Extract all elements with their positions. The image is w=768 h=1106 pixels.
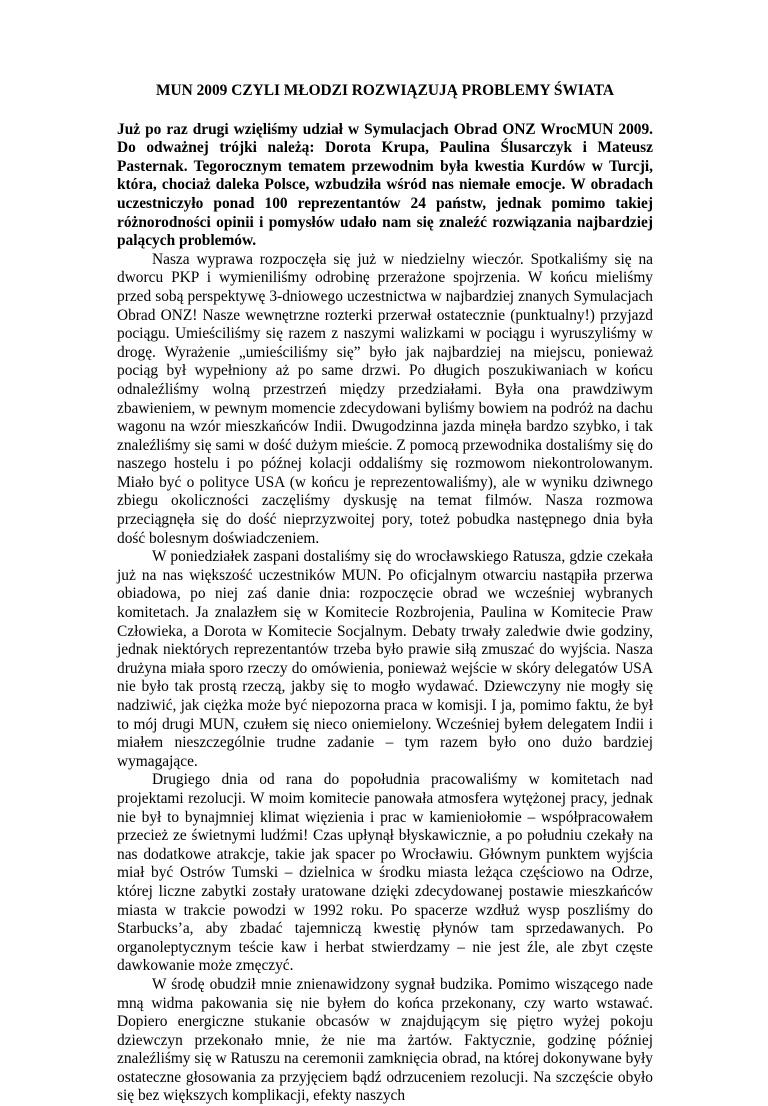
body-paragraph-2: W poniedziałek zaspani dostaliśmy się do wrocławskiego Ratusza, gdzie czekała już na nas większość uczestników MUN. Po oficjalnym otwarciu nastąpiła przerwa obiadowa, po niej zaś danie dnia: rozpoczęcie obrad we wcześniej wybranych komitetach. Ja znalazłem się w Komitecie Rozbrojenia, Paulina w Komitecie Praw Człowieka, a Dorota w Komitecie Socjalnym. Debaty trwały zaledwie dwie godziny, jednak niektórych reprezentantów trzeba było prawie siłą zmuszać do wyjścia. Nasza drużyna miała sporo rzeczy do omówienia, ponieważ wejście w skóry delegatów USA nie było tak prostą rzeczą, jakby się to mogło wydawać. Dziewczyny nie mogły się nadziwić, jak ciężka może być niepozorna praca w komisji. I ja, pomimo faktu, że był to mój drugi MUN, czułem się nieco oniemielony. Wcześniej byłem delegatem Indii i miałem nieszczególnie trudne zadanie – tym razem było ono dużo bardziej wymagające. bbox=[117, 548, 653, 770]
body-paragraph-1: Nasza wyprawa rozpoczęła się już w niedzielny wieczór. Spotkaliśmy się na dworcu PKP i wymieniliśmy odrobinę przerażone spojrzenia. W końcu mieliśmy przed sobą perspektywę 3-dniowego uczestnictwa w najbardziej znanych Symulacjach Obrad ONZ! Nasze wewnętrzne rozterki przerwał ostatecznie (punktualny!) przyjazd pociągu. Umieściliśmy się razem z naszymi walizkami w pociągu i wyruszyliśmy w drogę. Wyrażenie „umieściliśmy się” było jak najbardziej na miejscu, ponieważ pociąg był wypełniony aż po same drzwi. Po długich poszukiwaniach w końcu odnaleźliśmy wolną przestrzeń między przedziałami. Była ona prawdziwym zbawieniem, w pewnym momencie zdecydowani byliśmy bowiem na podróż na dachu wagonu na wzór mieszkańców Indii. Dwugodzinna jazda minęła bardzo szybko, i tak znaleźliśmy się sami w dość dużym mieście. Z pomocą przewodnika dostaliśmy się do naszego hostelu i po późnej kolacji oddaliśmy się rozmowom niekontrolowanym. Miało być o polityce USA (w końcu je reprezentowaliśmy), ale w wyniku dziwnego zbiegu okoliczności zaczęliśmy dyskusję na temat filmów. Nasza rozmowa przeciągnęła się do dość nieprzyzwoitej pory, toteż pobudka następnego dnia była dość bolesnym doświadczeniem. bbox=[117, 250, 653, 547]
lead-paragraph: Już po raz drugi wzięliśmy udział w Symulacjach Obrad ONZ WrocMUN 2009. Do odważnej trójki należą: Dorota Krupa, Paulina Ślusarczyk i Mateusz Pasternak. Tegorocznym tematem przewodnim była kwestia Kurdów w Turcji, która, chociaż daleka Polsce, wzbudziła wśród nas niemałe emocje. W obradach uczestniczyło ponad 100 reprezentantów 24 państw, jednak pomimo takiej różnorodności opinii i pomysłów udało nam się znaleźć rozwiązania najbardziej palących problemów. bbox=[117, 120, 653, 250]
document-title: MUN 2009 CZYLI MŁODZI ROZWIĄZUJĄ PROBLEMY ŚWIATA bbox=[155, 82, 615, 99]
document-body bbox=[117, 82, 653, 1106]
body-paragraph-4: W środę obudził mnie znienawidzony sygnał budzika. Pomimo wiszącego nade mną widma pakowania się nie byłem do końca przekonany, czy warto wstawać. Dopiero energiczne stukanie obcasów w znajdującym się piętro wyżej pokoju dziewczyn przekonało mnie, że nie ma żartów. Faktycznie, godzinę później znaleźliśmy się w Ratuszu na ceremonii zamknięcia obrad, na której dokonywane były ostateczne głosowania za przyjęciem bądź odrzuceniem rezolucji. Na szczęście obyło się bez większych komplikacji, efekty naszych bbox=[117, 975, 653, 1105]
body-paragraph-3: Drugiego dnia od rana do popołudnia pracowaliśmy w komitetach nad projektami rezolucji. W moim komitecie panowała atmosfera wytężonej pracy, jednak nie był to bynajmniej klimat więzienia i prac w kamieniołomie – współpracowałem przecież ze świetnymi ludźmi! Czas upłynął błyskawicznie, a po południu czekały na nas dodatkowe atrakcje, takie jak spacer po Wrocławiu. Głównym punktem wyjścia miał być Ostrów Tumski – dzielnica w środku miasta leżąca częściowo na Odrze, której liczne zabytki zostały uratowane dzięki zdecydowanej postawie mieszkańców miasta w trakcie powodzi w 1992 roku. Po spacerze wzdłuż wysp poszliśmy do Starbucks’a, aby zbadać tajemniczą kwestię płynów tam sprzedawanych. Po organoleptycznym teście kaw i herbat stwierdzamy – nie jest źle, ale zbyt częste dawkowanie może zmęczyć. bbox=[117, 771, 653, 975]
